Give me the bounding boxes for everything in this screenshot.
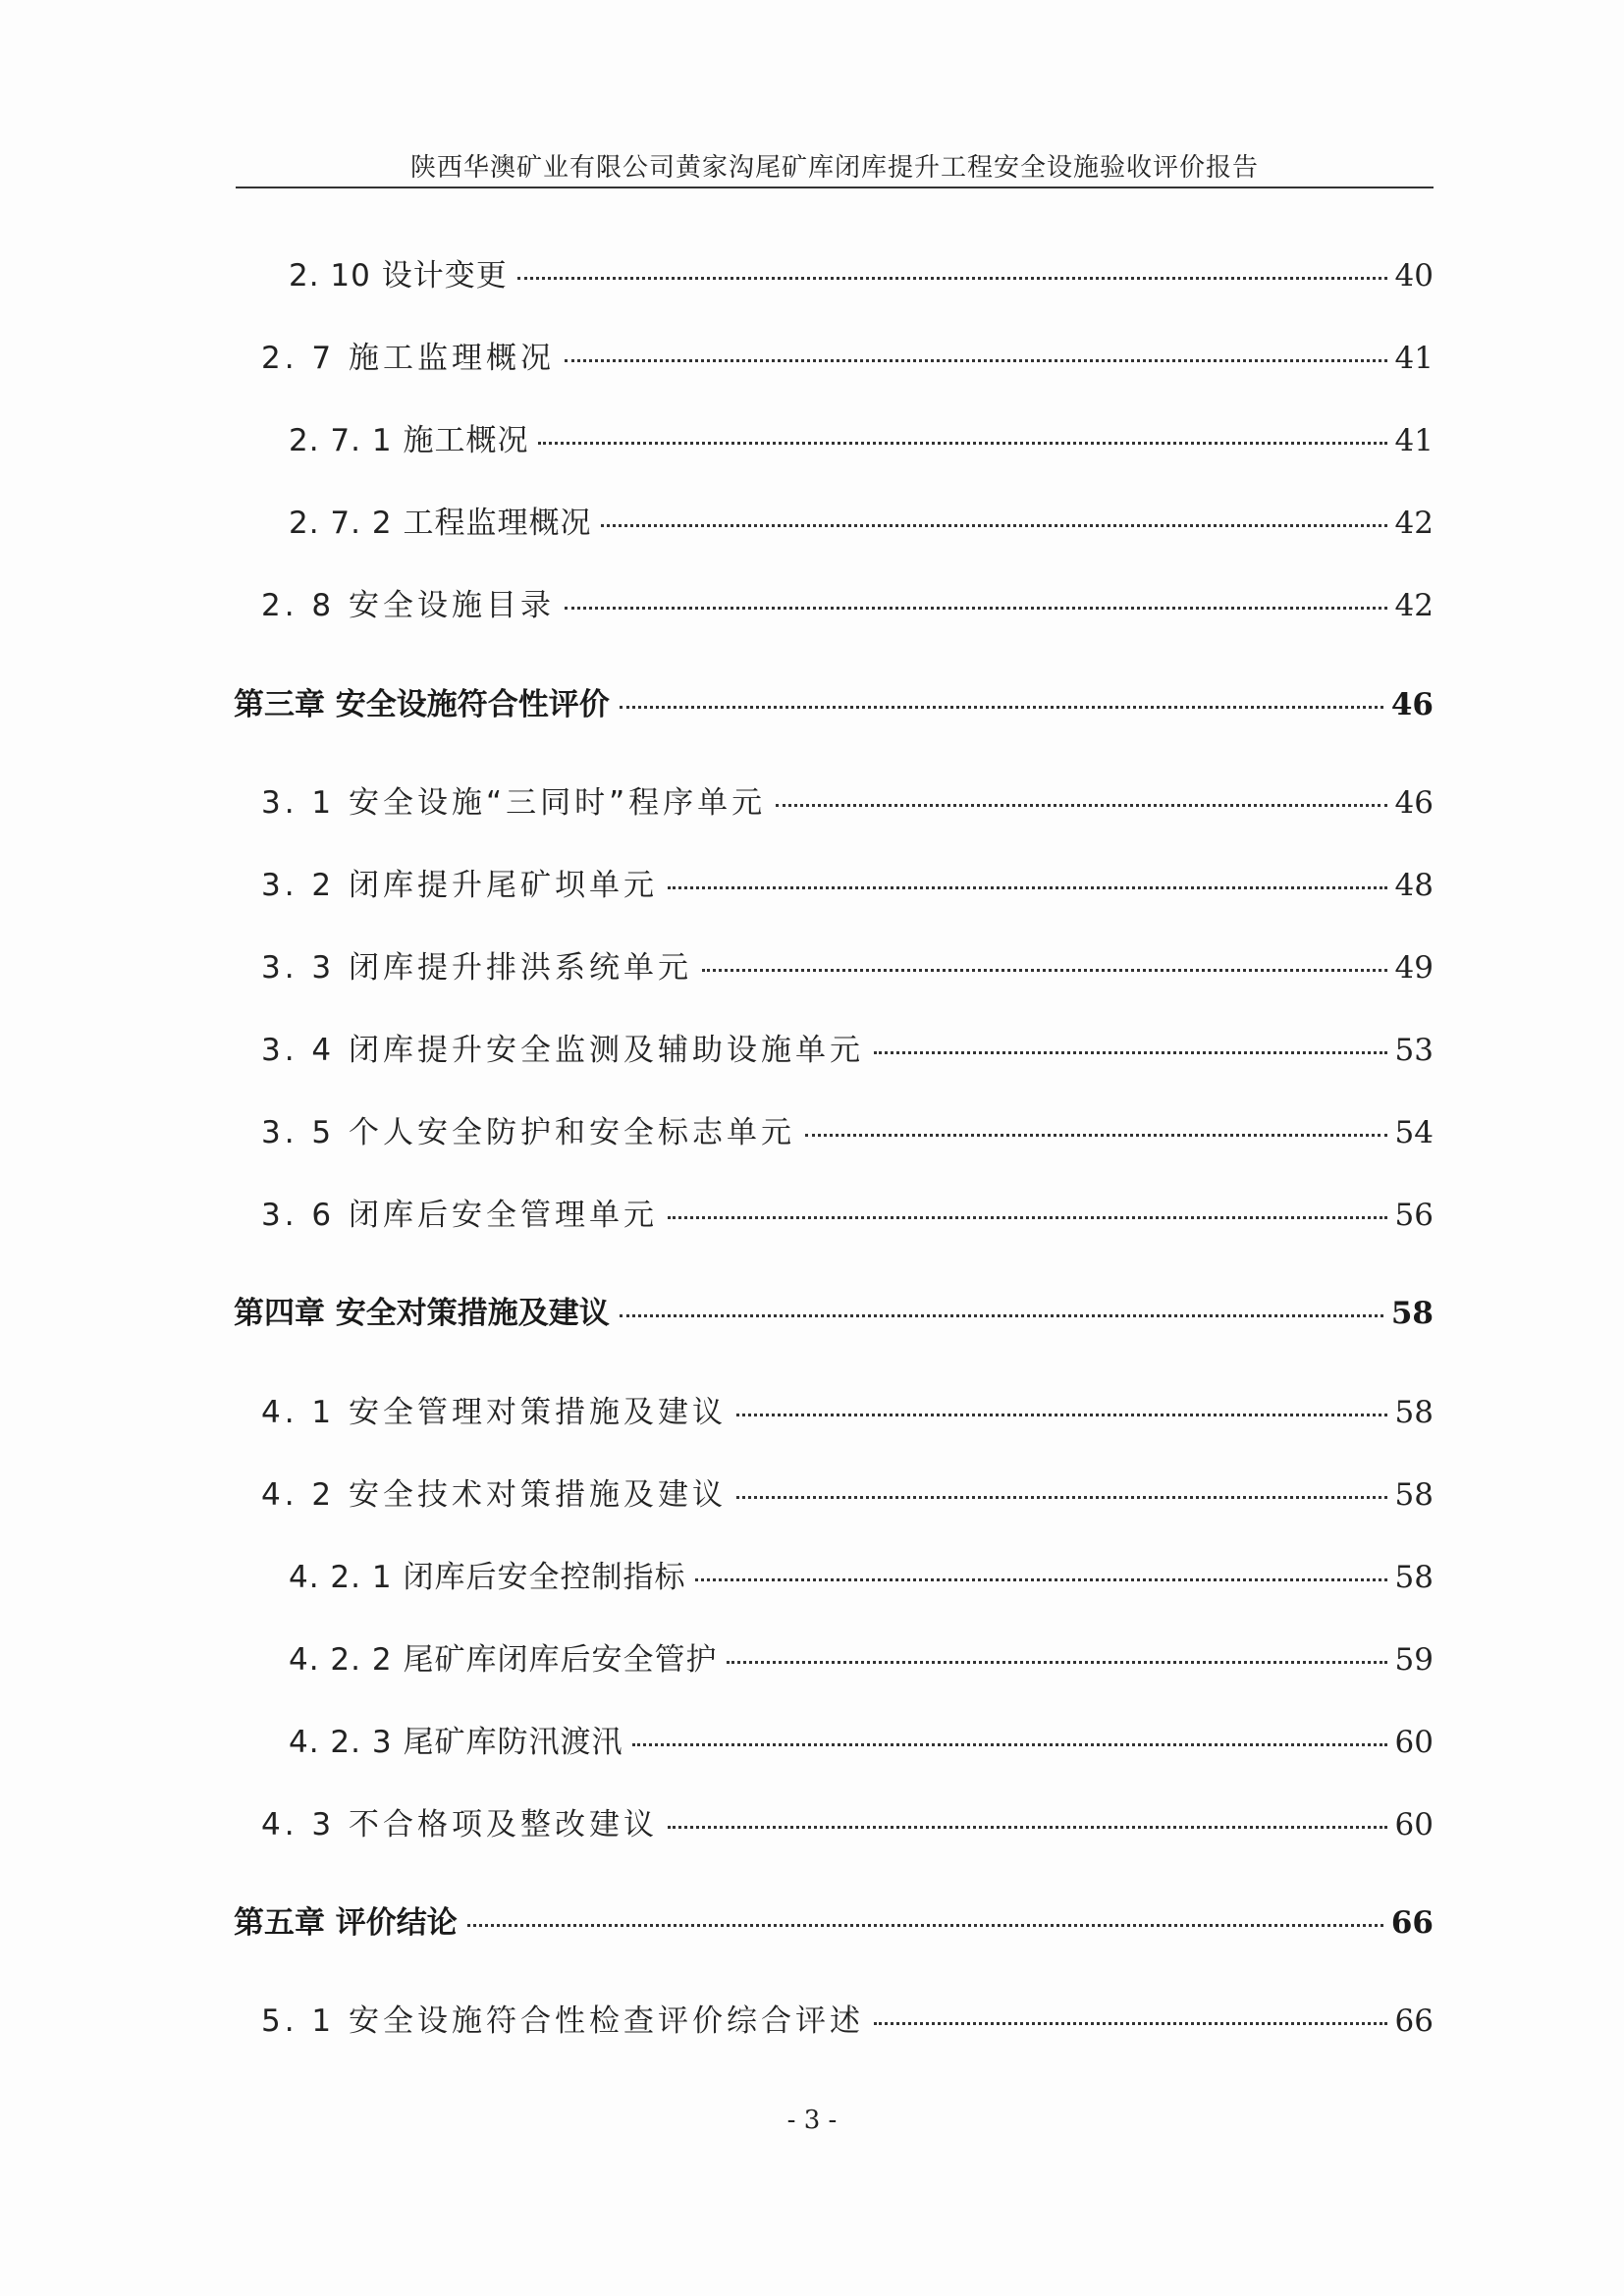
toc-entry-page: 60 [1394,1807,1434,1842]
toc-entry-2-10[interactable] [289,250,1434,294]
toc-entry-page: 59 [1394,1642,1434,1678]
toc-entry-page: 53 [1394,1033,1434,1068]
toc-entry-page: 58 [1394,1560,1434,1595]
toc-entry-label: 2. 7 施工监理概况 [261,341,556,376]
toc-entry-4-2[interactable] [261,1469,1434,1514]
dot-leader [668,1826,1387,1829]
dot-leader [805,1134,1387,1137]
dot-leader [668,886,1387,889]
dot-leader [736,1496,1387,1499]
toc-entry-page: 41 [1394,423,1434,458]
dot-leader [736,1414,1387,1416]
toc-entry-page: 42 [1394,588,1434,623]
toc-entry-page: 58 [1394,1395,1434,1430]
dot-leader [467,1924,1383,1927]
dot-leader [702,969,1387,972]
toc-entry-label: 5. 1 安全设施符合性检查评价综合评述 [261,2003,865,2039]
dot-leader [601,524,1386,527]
toc-entry-page: 46 [1394,785,1434,821]
toc-entry-3-4[interactable] [261,1025,1434,1069]
dot-leader [620,706,1383,709]
toc-chapter-label: 第五章 评价结论 [234,1905,458,1941]
dot-leader [517,277,1387,280]
toc-entry-label: 4. 2 安全技术对策措施及建议 [261,1477,728,1513]
toc-entry-4-2-1[interactable] [289,1552,1434,1596]
toc-entry-label: 4. 2. 2 尾矿库闭库后安全管护 [289,1642,718,1678]
toc-entry-3-2[interactable] [261,860,1434,904]
toc-entry-4-3[interactable] [261,1799,1434,1843]
toc-chapter-3[interactable] [234,679,1434,723]
toc-entry-label: 3. 5 个人安全防护和安全标志单元 [261,1115,796,1150]
toc-entry-4-1[interactable] [261,1387,1434,1431]
dot-leader [538,442,1386,445]
dot-leader [695,1578,1386,1581]
toc-entry-2-7-1[interactable] [289,415,1434,459]
dot-leader [620,1314,1383,1317]
toc-entry-label: 2. 7. 2 工程监理概况 [289,506,592,541]
toc-entry-page: 60 [1394,1725,1434,1760]
toc-entry-2-8[interactable] [261,580,1434,624]
toc-entry-3-1[interactable] [261,777,1434,822]
toc-entry-label: 3. 6 闭库后安全管理单元 [261,1198,659,1233]
toc-entry-3-5[interactable] [261,1107,1434,1151]
toc-entry-page: 66 [1390,1905,1434,1941]
toc-entry-label: 3. 2 闭库提升尾矿坝单元 [261,868,659,903]
toc-entry-label: 4. 1 安全管理对策措施及建议 [261,1395,728,1430]
toc-entry-page: 58 [1394,1477,1434,1513]
toc-chapter-4[interactable] [234,1288,1434,1332]
dot-leader [565,359,1387,362]
toc-entry-page: 46 [1390,687,1434,722]
report-header-title: 陕西华澳矿业有限公司黄家沟尾矿库闭库提升工程安全设施验收评价报告 [409,153,1259,183]
toc-chapter-5[interactable] [234,1897,1434,1942]
toc-entry-label: 2. 8 安全设施目录 [261,588,556,623]
toc-entry-4-2-3[interactable] [289,1717,1434,1761]
toc-entry-2-7[interactable] [261,333,1434,377]
toc-entry-5-1[interactable] [261,1996,1434,2040]
page-number: - 3 - [786,2106,838,2135]
dot-leader [874,2022,1387,2025]
dot-leader [632,1743,1386,1746]
toc-entry-label: 3. 3 闭库提升排洪系统单元 [261,950,693,986]
toc-entry-2-7-2[interactable] [289,498,1434,542]
toc-entry-page: 49 [1394,950,1434,986]
toc-entry-label: 3. 1 安全设施“三同时”程序单元 [261,785,767,821]
dot-leader [565,607,1387,610]
toc-entry-label: 4. 2. 3 尾矿库防汛渡汛 [289,1725,623,1760]
toc-chapter-label: 第四章 安全对策措施及建议 [234,1296,610,1331]
toc-entry-page: 66 [1394,2003,1434,2039]
toc-entry-page: 40 [1394,258,1434,294]
dot-leader [874,1051,1387,1054]
toc-entry-page: 58 [1390,1296,1434,1331]
dot-leader [776,804,1386,807]
dot-leader [668,1216,1387,1219]
toc-entry-label: 4. 2. 1 闭库后安全控制指标 [289,1560,686,1595]
toc-entry-4-2-2[interactable] [289,1634,1434,1679]
toc-entry-page: 48 [1394,868,1434,903]
toc-entry-label: 4. 3 不合格项及整改建议 [261,1807,659,1842]
toc-entry-page: 56 [1394,1198,1434,1233]
toc-entry-label: 2. 7. 1 施工概况 [289,423,529,458]
toc-chapter-label: 第三章 安全设施符合性评价 [234,687,610,722]
toc-entry-3-6[interactable] [261,1190,1434,1234]
toc-entry-page: 41 [1394,341,1434,376]
toc-entry-label: 3. 4 闭库提升安全监测及辅助设施单元 [261,1033,865,1068]
toc-entry-page: 54 [1394,1115,1434,1150]
toc-entry-label: 2. 10 设计变更 [289,258,508,294]
dot-leader [727,1661,1386,1664]
toc-entry-page: 42 [1394,506,1434,541]
toc-entry-3-3[interactable] [261,942,1434,987]
